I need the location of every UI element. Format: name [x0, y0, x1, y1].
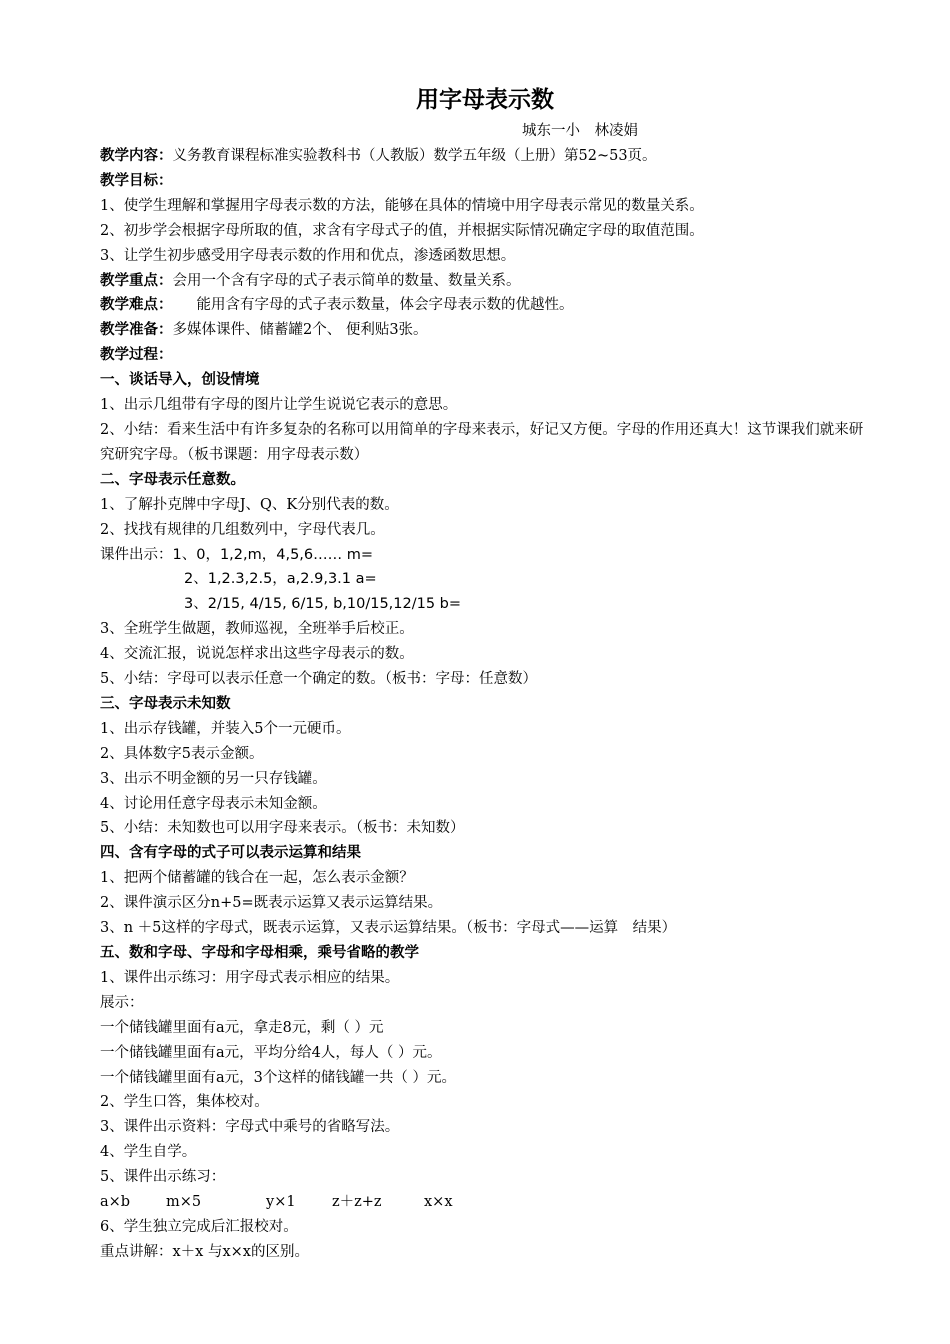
document-page: [100, 84, 870, 1265]
exercise-item: a×b: [100, 1194, 131, 1211]
section-line: 4、交流汇报，说说怎样求出这些字母表示的数。: [100, 646, 414, 663]
section-line: 3、n ＋5这样的字母式，既表示运算，又表示运算结果。（板书：字母式——运算 结果）: [100, 920, 677, 937]
key-point-line: [100, 269, 870, 294]
section-line: 1、出示存钱罐，并装入5个一元硬币。: [100, 720, 351, 737]
section-line: 展示：: [100, 994, 144, 1011]
section-line: 2、课件演示区分n+5=既表示运算又表示运算结果。: [100, 895, 443, 912]
courseware-label: 课件出示：: [100, 546, 173, 563]
sequence-item: 2、1,2.3,2.5，a,2.9,3.1 a=: [184, 571, 377, 588]
section-line: 5、小结：未知数也可以用字母来表示。（板书：未知数）: [100, 820, 465, 837]
section-heading: 一、谈话导入，创设情境: [100, 371, 260, 389]
section-heading: 五、数和字母、字母和字母相乘，乘号省略的教学: [100, 944, 419, 961]
exercise-item: z＋z+z: [332, 1194, 382, 1211]
section-line: 重点讲解：x＋x 与x×x的区别。: [100, 1243, 309, 1260]
section-line: 2、小结：看来生活中有许多复杂的名称可以用简单的字母来表示，好记又方便。字母的作用还真大！这节课我们就来研究研究字母。（板书课题：用字母表示数）: [100, 421, 864, 463]
section-line: 2、具体数字5表示金额。: [100, 745, 264, 762]
section-line: 3、课件出示资料：字母式中乘号的省略写法。: [100, 1119, 400, 1136]
goal-item: 1、使学生理解和掌握用字母表示数的方法，能够在具体的情境中用字母表示常见的数量关系。: [100, 197, 704, 214]
section-line: 1、课件出示练习：用字母式表示相应的结果。: [100, 969, 400, 986]
exercise-row: [100, 1190, 870, 1215]
preparation-line: [100, 318, 870, 343]
section-line: 4、学生自学。: [100, 1144, 197, 1161]
preparation-text: 多媒体课件、储蓄罐2个、 便利贴3张。: [172, 322, 428, 339]
section-line: 一个储钱罐里面有a元，平均分给4人，每人（ ）元。: [100, 1044, 442, 1061]
section-line: 1、出示几组带有字母的图片让学生说说它表示的意思。: [100, 397, 458, 414]
key-point-label: 教学重点：: [100, 271, 173, 289]
sequence-item: 3、2/15, 4/15, 6/15, b,10/15,12/15 b=: [184, 596, 462, 613]
section-line: 5、课件出示练习：: [100, 1169, 226, 1186]
sequence-item: 1、0，1,2,m，4,5,6…… m=: [172, 546, 374, 563]
goal-item: 2、初步学会根据字母所取的值，求含有字母式子的值，并根据实际情况确定字母的取值范围。: [100, 222, 704, 239]
section-line: 3、出示不明金额的另一只存钱罐。: [100, 770, 327, 787]
preparation-label: 教学准备：: [100, 321, 173, 339]
goals-label: 教学目标：: [100, 171, 173, 189]
key-point-text: 会用一个含有字母的式子表示简单的数量、数量关系。: [172, 272, 521, 289]
exercise-item: m×5: [166, 1194, 202, 1211]
content-text: 义务教育课程标准实验教科书（人教版）数学五年级（上册）第52~53页。: [172, 148, 657, 164]
exercise-item: x×x: [424, 1194, 453, 1211]
section-line: 一个储钱罐里面有a元，拿走8元，剩（ ）元: [100, 1019, 384, 1036]
section-line: 2、学生口答，集体校对。: [100, 1094, 269, 1111]
section-heading: 四、含有字母的式子可以表示运算和结果: [100, 844, 361, 862]
section-line: 1、把两个储蓄罐的钱合在一起，怎么表示金额？: [100, 870, 414, 887]
section-line: 1、了解扑克牌中字母J、Q、K分别代表的数。: [100, 496, 399, 513]
section-heading: 三、字母表示未知数: [100, 694, 231, 712]
section-line: 6、学生独立完成后汇报校对。: [100, 1218, 298, 1235]
page-title: 用字母表示数: [416, 86, 554, 113]
difficulty-label: 教学难点：: [100, 296, 173, 314]
section-line: 3、全班学生做题，教师巡视，全班举手后校正。: [100, 621, 414, 638]
author-line: 城东一小 林凌娟: [522, 123, 638, 139]
exercise-item: y×1: [266, 1194, 296, 1211]
section-line: 4、讨论用任意字母表示未知金额。: [100, 795, 327, 812]
section-line: 一个储钱罐里面有a元，3个这样的储钱罐一共（ ）元。: [100, 1069, 456, 1086]
section-line: 5、小结：字母可以表示任意一个确定的数。（板书：字母：任意数）: [100, 671, 537, 688]
process-label: 教学过程：: [100, 346, 173, 364]
content-label: 教学内容：: [100, 147, 173, 164]
goal-item: 3、让学生初步感受用字母表示数的作用和优点，渗透函数思想。: [100, 247, 516, 264]
section-heading: 二、字母表示任意数。: [100, 470, 245, 488]
courseware-line: [100, 543, 870, 568]
content-line: [100, 144, 870, 169]
section-line: 2、找找有规律的几组数列中，字母代表几。: [100, 521, 385, 538]
difficulty-text: 能用含有字母的式子表示数量，体会字母表示数的优越性。: [196, 297, 574, 314]
difficulty-line: [100, 293, 870, 318]
